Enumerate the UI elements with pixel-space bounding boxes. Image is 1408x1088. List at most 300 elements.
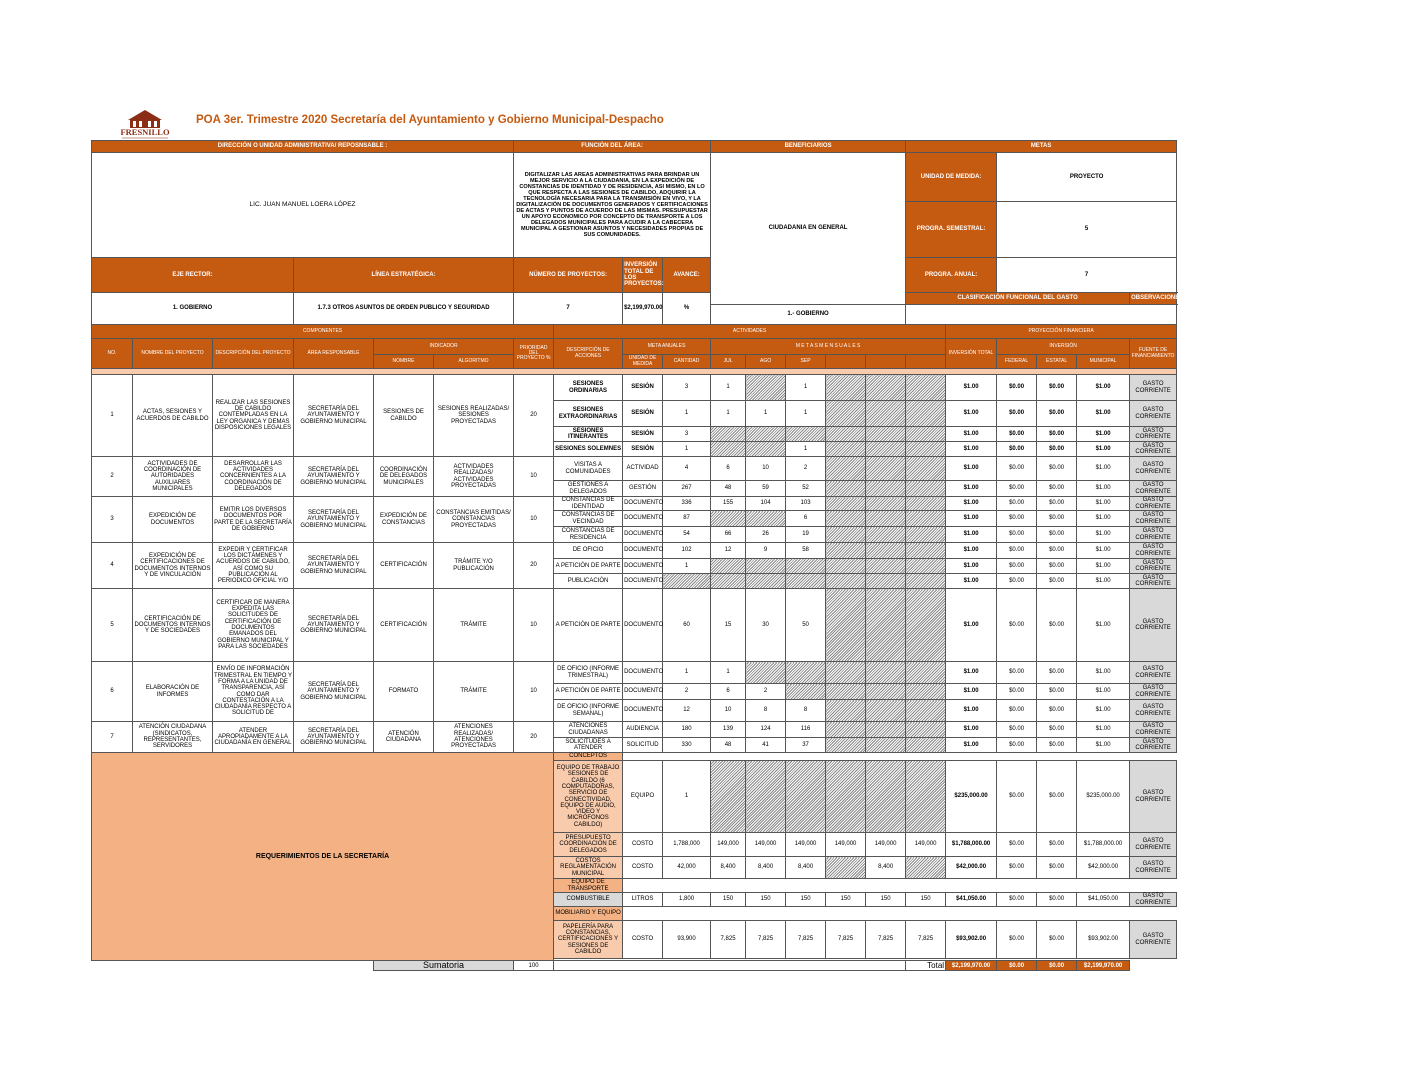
hatched-cell: [866, 527, 906, 543]
action-desc: SESIONES ORDINARIAS: [554, 375, 623, 401]
action-est: $0.00: [1037, 684, 1077, 700]
action-fed: $0.00: [997, 481, 1037, 497]
action-fed: $0.00: [997, 662, 1037, 684]
hatched-cell: [746, 559, 786, 574]
action-mun: $1.00: [1077, 527, 1130, 543]
req-fuente: GASTO CORRIENTE: [1130, 761, 1177, 833]
req-mun: $41,050.00: [1077, 893, 1130, 907]
action-unit: DOCUMENTO: [623, 574, 663, 589]
action-mun: $1.00: [1077, 481, 1130, 497]
req-month: 150: [786, 893, 826, 907]
federal-header: FEDERAL: [997, 355, 1037, 369]
action-jul: 6: [711, 684, 746, 700]
action-desc: VISITAS A COMUNIDADES: [554, 457, 623, 481]
req-month: 8,400: [866, 857, 906, 879]
action-est: $0.00: [1037, 401, 1077, 427]
hatched-cell: [906, 543, 946, 559]
req-desc: COMBUSTIBLE: [554, 893, 623, 907]
action-est: $0.00: [1037, 427, 1077, 442]
indicator-algorithm: TRÁMITE: [434, 589, 514, 662]
action-mun: $1.00: [1077, 497, 1130, 511]
hatched-cell: [866, 722, 906, 738]
hatched-cell: [906, 527, 946, 543]
action-qty: 102: [663, 543, 711, 559]
req-month: 8,400: [711, 857, 746, 879]
req-est: $0.00: [1037, 921, 1077, 959]
project-description: EXPEDIR Y CERTIFICAR LOS DICTÁMENES Y ACUERDOS DE CABILDO, ASÍ COMO SU PUBLICACIÓN AL PERIODICO OFICIAL Y/O: [213, 543, 294, 589]
project-area: SECRETARÍA DEL AYUNTAMIENTO Y GOBIERNO MUNICIPAL: [294, 589, 374, 662]
metas-mensuales-header: M E T A S M E N S U A L E S: [711, 339, 946, 355]
action-qty: 87: [663, 511, 711, 527]
action-mun: $1.00: [1077, 574, 1130, 589]
hatched-cell: [786, 574, 826, 589]
action-fed: $0.00: [997, 527, 1037, 543]
req-month: 149,000: [711, 833, 746, 857]
action-est: $0.00: [1037, 497, 1077, 511]
hatched-cell: [786, 684, 826, 700]
req-unit: LITROS: [623, 893, 663, 907]
hatched-cell: [866, 574, 906, 589]
action-inv: $1.00: [946, 527, 997, 543]
hatched-cell: [826, 375, 866, 401]
action-fuente: GASTO CORRIENTE: [1130, 401, 1177, 427]
inversion-header: INVERSIÓN: [997, 339, 1130, 355]
action-fuente: GASTO CORRIENTE: [1130, 589, 1177, 662]
action-fuente: GASTO CORRIENTE: [1130, 662, 1177, 684]
sumatoria-label: Sumatoria: [374, 961, 514, 971]
action-desc: ATENCIONES CIUDADANAS: [554, 722, 623, 738]
req-fed: $0.00: [997, 833, 1037, 857]
action-inv: $1.00: [946, 662, 997, 684]
action-jul: 1: [711, 401, 746, 427]
action-sep: 37: [786, 738, 826, 753]
action-mun: $1.00: [1077, 700, 1130, 722]
req-est: $0.00: [1037, 857, 1077, 879]
logo-text: FRESNILLO: [120, 127, 170, 137]
action-fuente: GASTO CORRIENTE: [1130, 700, 1177, 722]
action-sep: 2: [786, 457, 826, 481]
actividades-header: ACTIVIDADES: [554, 325, 946, 339]
action-desc: SESIONES EXTRAORDINARIAS: [554, 401, 623, 427]
municipal-header: MUNICIPAL: [1077, 355, 1130, 369]
req-month: 149,000: [826, 833, 866, 857]
req-fed: $0.00: [997, 761, 1037, 833]
action-sep: 8: [786, 700, 826, 722]
blank-cell: [623, 753, 1177, 761]
action-fed: $0.00: [997, 497, 1037, 511]
action-desc: SESIONES SOLEMNES: [554, 442, 623, 457]
req-fuente: GASTO CORRIENTE: [1130, 893, 1177, 907]
req-month: 149,000: [786, 833, 826, 857]
hatched-cell: [906, 427, 946, 442]
req-inv: $93,902.00: [946, 921, 997, 959]
requerimientos-label: REQUERIMIENTOS DE LA SECRETARÍA: [92, 753, 554, 961]
action-ago: 30: [746, 589, 786, 662]
req-month: 149,000: [746, 833, 786, 857]
beneficiarios-label: BENEFICIARIOS: [711, 141, 906, 153]
hatched-cell: [866, 559, 906, 574]
req-mun: $93,902.00: [1077, 921, 1130, 959]
hatched-cell: [786, 761, 826, 833]
action-qty: 267: [663, 481, 711, 497]
action-qty: 1: [663, 662, 711, 684]
table-row: [92, 753, 1177, 761]
mobiliario-label: MOBILIARIO Y EQUIPO: [554, 907, 623, 921]
action-ago: 59: [746, 481, 786, 497]
metas-label: METAS: [906, 141, 1177, 153]
table-row: [92, 662, 1177, 684]
hatched-cell: [866, 457, 906, 481]
clasif: 1.- GOBIERNO: [711, 305, 906, 325]
action-mun: $1.00: [1077, 559, 1130, 574]
project-name: ATENCIÓN CIUDADANA (SINDICATOS, REPRESENTANTES, SERVIDORES: [133, 722, 213, 753]
hatched-cell: [906, 761, 946, 833]
hatched-cell: [866, 481, 906, 497]
req-month: 7,825: [786, 921, 826, 959]
hatched-cell: [746, 574, 786, 589]
hatched-cell: [711, 761, 746, 833]
action-jul: 15: [711, 589, 746, 662]
action-ago: 8: [746, 700, 786, 722]
action-jul: 155: [711, 497, 746, 511]
action-unit: SOLICITUD: [623, 738, 663, 753]
meta-anual-header: META ANUALES: [623, 339, 711, 355]
action-desc: CONSTANCIAS DE VECINDAD: [554, 511, 623, 527]
hatched-cell: [866, 427, 906, 442]
project-no: 2: [92, 457, 133, 497]
indicator-algorithm: TRÁMITE: [434, 662, 514, 722]
req-month: 7,825: [746, 921, 786, 959]
action-qty: 330: [663, 738, 711, 753]
action-mun: $1.00: [1077, 401, 1130, 427]
action-fuente: GASTO CORRIENTE: [1130, 722, 1177, 738]
project-name: CERTIFICACIÓN DE DOCUMENTOS INTERNOS Y DE SOCIEDADES: [133, 589, 213, 662]
project-area: SECRETARÍA DEL AYUNTAMIENTO Y GOBIERNO MUNICIPAL: [294, 722, 374, 753]
table-row: [92, 457, 1177, 481]
action-qty: 3: [663, 375, 711, 401]
hatched-cell: [866, 401, 906, 427]
total-inv: $2,199,970.00: [946, 961, 997, 971]
indicator-algorithm: SESIONES REALIZADAS/ SESIONES PROYECTADAS: [434, 375, 514, 457]
progra-semestral-label: PROGRA. SEMESTRAL:: [906, 202, 997, 258]
hatched-cell: [866, 738, 906, 753]
req-desc: EQUIPO DE TRABAJO SESIONES DE CABILDO (6 COMPUTADORAS, SERVICIO DE CONECTIVIDAD, EQUIPO DE AUDIO, VIDEO Y MICRÓFONOS CABILDO): [554, 761, 623, 833]
action-fed: $0.00: [997, 401, 1037, 427]
action-sep: 103: [786, 497, 826, 511]
action-unit: ACTIVIDAD: [623, 457, 663, 481]
action-unit: SESIÓN: [623, 401, 663, 427]
blank-cell: [554, 961, 906, 971]
req-month: 7,825: [711, 921, 746, 959]
action-fuente: GASTO CORRIENTE: [1130, 738, 1177, 753]
action-fuente: GASTO CORRIENTE: [1130, 442, 1177, 457]
action-sep: 6: [786, 511, 826, 527]
action-inv: $1.00: [946, 543, 997, 559]
action-desc: A PETICIÓN DE PARTE: [554, 559, 623, 574]
req-inv: $1,788,000.00: [946, 833, 997, 857]
hatched-cell: [906, 684, 946, 700]
req-month: 8,400: [786, 857, 826, 879]
action-inv: $1.00: [946, 684, 997, 700]
project-name: EXPEDICIÓN DE CERTIFICACIONES DE DOCUMENTOS INTERNOS Y DE VINCULACIÓN: [133, 543, 213, 589]
action-ago: 124: [746, 722, 786, 738]
action-qty: 336: [663, 497, 711, 511]
ago-header: AGO: [746, 355, 786, 369]
action-est: $0.00: [1037, 589, 1077, 662]
hatched-cell: [826, 543, 866, 559]
action-est: $0.00: [1037, 442, 1077, 457]
total-label: Total: [906, 961, 946, 971]
hatched-cell: [906, 857, 946, 879]
action-sep: 58: [786, 543, 826, 559]
action-sep: 1: [786, 442, 826, 457]
hatched-cell: [826, 722, 866, 738]
no-header: NO.: [92, 339, 133, 369]
action-inv: $1.00: [946, 722, 997, 738]
req-desc: COSTOS REGLAMENTACIÓN MUNICIPAL: [554, 857, 623, 879]
hatched-cell: [826, 481, 866, 497]
hatched-cell: [906, 700, 946, 722]
action-unit: SESIÓN: [623, 427, 663, 442]
direccion-label: DIRECCIÓN O UNIDAD ADMINISTRATIVA/ REPOSNSABLE :: [92, 141, 514, 153]
action-desc: DE OFICIO (INFORME TRIMESTRAL): [554, 662, 623, 684]
beneficiarios: CIUDADANIA EN GENERAL: [711, 153, 906, 305]
clasif-label: CLASIFICACIÓN FUNCIONAL DEL GASTO: [906, 293, 1130, 305]
action-jul: 6: [711, 457, 746, 481]
project-description: EMITIR LOS DIVERSOS DOCUMENTOS POR PARTE DE LA SECRETARÍA DE GOBIERNO: [213, 497, 294, 543]
indicator-name: CERTIFICACIÓN: [374, 543, 434, 589]
hatched-cell: [866, 375, 906, 401]
action-fed: $0.00: [997, 589, 1037, 662]
hatched-cell: [826, 427, 866, 442]
action-jul: 48: [711, 481, 746, 497]
action-unit: DOCUMENTO: [623, 527, 663, 543]
action-fuente: GASTO CORRIENTE: [1130, 559, 1177, 574]
hatched-cell: [711, 559, 746, 574]
blank-cell: [623, 907, 1177, 921]
hatched-cell: [906, 662, 946, 684]
hatched-cell: [826, 401, 866, 427]
project-no: 3: [92, 497, 133, 543]
unidad-medida: PROYECTO: [997, 153, 1177, 202]
action-desc: SESIONES ITINERANTES: [554, 427, 623, 442]
action-est: $0.00: [1037, 662, 1077, 684]
total-mun: $2,199,970.00: [1077, 961, 1130, 971]
transporte-label: EQUIPO DE TRANSPORTE: [554, 879, 623, 893]
req-month: 150: [711, 893, 746, 907]
req-month: 8,400: [746, 857, 786, 879]
hatched-cell: [711, 511, 746, 527]
project-area: SECRETARÍA DEL AYUNTAMIENTO Y GOBIERNO MUNICIPAL: [294, 457, 374, 497]
algoritmo-header: ALGORITMO: [434, 355, 514, 369]
action-fed: $0.00: [997, 375, 1037, 401]
req-mun: $42,000.00: [1077, 857, 1130, 879]
indicator-algorithm: CONSTANCIAS EMITIDAS/ CONSTANCIAS PROYECTADAS: [434, 497, 514, 543]
action-est: $0.00: [1037, 375, 1077, 401]
table-row: [92, 589, 1177, 662]
project-description: CERTIFICAR DE MANERA EXPEDITA LAS SOLICITUDES DE CERTIFICACIÓN DE DOCUMENTOS EMANADOS DEL GOBIERNO MUNICIPAL Y PARA LAS SOCIEDADES: [213, 589, 294, 662]
total-est: $0.00: [1037, 961, 1077, 971]
hatched-cell: [826, 684, 866, 700]
project-priority: 10: [514, 589, 554, 662]
action-qty: 54: [663, 527, 711, 543]
hatched-cell: [866, 589, 906, 662]
hatched-cell: [826, 857, 866, 879]
poa-table: [91, 140, 1184, 971]
hatched-cell: [866, 700, 906, 722]
descripcion-header: DESCRIPCIÓN DEL PROYECTO: [213, 339, 294, 369]
hatched-cell: [826, 497, 866, 511]
action-fed: $0.00: [997, 684, 1037, 700]
req-desc: PRESUPUESTO COORDINACIÓN DE DELEGADOS: [554, 833, 623, 857]
hatched-cell: [746, 442, 786, 457]
action-ago: 26: [746, 527, 786, 543]
project-priority: 10: [514, 457, 554, 497]
action-desc: DE OFICIO (INFORME SEMANAL): [554, 700, 623, 722]
action-fuente: GASTO CORRIENTE: [1130, 497, 1177, 511]
hatched-cell: [826, 559, 866, 574]
action-ago: 104: [746, 497, 786, 511]
indicator-name: ATENCIÓN CIUDADANA: [374, 722, 434, 753]
action-ago: 1: [746, 401, 786, 427]
fuente-header: FUENTE DE FINANCIAMIENTO: [1130, 339, 1177, 369]
project-name: ACTIVIDADES DE COORDINACIÓN DE AUTORIDADES AUXILIARES MUNICIPALES: [133, 457, 213, 497]
eje-label: EJE RECTOR:: [92, 258, 294, 293]
project-description: DESARROLLAR LAS ACTIVIDADES CONCERNIENTES A LA COORDINACIÓN DE DELEGADOS: [213, 457, 294, 497]
action-jul: 48: [711, 738, 746, 753]
hatched-cell: [906, 497, 946, 511]
hatched-cell: [906, 457, 946, 481]
area-header: ÁREA RESPONSABLE: [294, 339, 374, 369]
req-month: 7,825: [826, 921, 866, 959]
action-ago: 2: [746, 684, 786, 700]
action-sep: 52: [786, 481, 826, 497]
action-fuente: GASTO CORRIENTE: [1130, 511, 1177, 527]
indicator-name: FORMATO: [374, 662, 434, 722]
action-sep: 1: [786, 375, 826, 401]
action-inv: $1.00: [946, 700, 997, 722]
req-month: 150: [826, 893, 866, 907]
action-unit: DOCUMENTO: [623, 497, 663, 511]
action-mun: $1.00: [1077, 543, 1130, 559]
action-inv: $1.00: [946, 442, 997, 457]
project-priority: 10: [514, 662, 554, 722]
action-fuente: GASTO CORRIENTE: [1130, 527, 1177, 543]
action-qty: 1: [663, 401, 711, 427]
progra-anual-label: PROGRA. ANUAL:: [906, 258, 997, 293]
hatched-cell: [826, 574, 866, 589]
action-inv: $1.00: [946, 574, 997, 589]
action-fuente: GASTO CORRIENTE: [1130, 684, 1177, 700]
hatched-cell: [826, 457, 866, 481]
action-sep: 19: [786, 527, 826, 543]
funcion-text: DIGITALIZAR LAS AREAS ADMINISTRATIVAS PARA BRINDAR UN MEJOR SERVICIO A LA CIUDADANIA, EN LA EXPEDICIÓN DE CONSTANCIAS DE IDENTIDAD Y DE RESIDENCIA, ASI MISMO, EN LO QUE RESPECTA A LAS SESIONES DE CABILDO, ADQUIRIR LA TECNOLOGÍA NECESARIA PARA LA TRANSMISIÓN EN VIVO, Y LA DIGITALIZACIÓN DE DOCUMENTOS GENERADOS Y CERTIFICACIONES DE ACTAS Y PUNTOS DE ACUERDO DE LAS MISMAS. PRESUPUESTAR UN APOYO ECONOMICO POR CONCEPTO DE TRANSPORTE A LOS DELEGADOS MUNICIPALES PARA ACUDIR A LA CABECERA MUNICIPAL A GESTIONAR ASUNTOS Y NECESIDADES PROPIAS DE SUS COMUNIDADES.: [514, 153, 711, 258]
action-fuente: GASTO CORRIENTE: [1130, 457, 1177, 481]
sep-header: SEP: [786, 355, 826, 369]
req-unit: COSTO: [623, 921, 663, 959]
progra-anual: 7: [997, 258, 1177, 293]
action-fed: $0.00: [997, 511, 1037, 527]
action-desc: GESTIONES A DELEGADOS: [554, 481, 623, 497]
hatched-cell: [826, 589, 866, 662]
desc-acciones-header: DESCRIPCIÓN DE ACCIONES: [554, 339, 623, 369]
req-fed: $0.00: [997, 921, 1037, 959]
project-priority: 20: [514, 375, 554, 457]
hatched-cell: [826, 662, 866, 684]
action-jul: 1: [711, 375, 746, 401]
action-mun: $1.00: [1077, 375, 1130, 401]
req-est: $0.00: [1037, 893, 1077, 907]
action-mun: $1.00: [1077, 684, 1130, 700]
project-name: EXPEDICIÓN DE DOCUMENTOS: [133, 497, 213, 543]
hatched-cell: [866, 442, 906, 457]
req-fed: $0.00: [997, 893, 1037, 907]
avance: %: [663, 293, 711, 325]
action-unit: DOCUMENTO: [623, 662, 663, 684]
action-qty: 4: [663, 457, 711, 481]
fresnillo-logo: [116, 106, 174, 142]
hatched-cell: [826, 700, 866, 722]
req-unit: COSTO: [623, 833, 663, 857]
req-month: 150: [746, 893, 786, 907]
req-inv: $235,000.00: [946, 761, 997, 833]
action-inv: $1.00: [946, 589, 997, 662]
document-title: POA 3er. Trimestre 2020 Secretaría del Ayuntamiento y Gobierno Municipal-Despacho: [196, 114, 664, 126]
action-sep: 50: [786, 589, 826, 662]
action-fed: $0.00: [997, 457, 1037, 481]
indicator-algorithm: ATENCIONES REALIZADAS/ ATENCIONES PROYECTADAS: [434, 722, 514, 753]
req-qty: 1,800: [663, 893, 711, 907]
sumatoria-value: 100: [514, 961, 554, 971]
hatched-cell: [711, 442, 746, 457]
hatched-cell: [786, 559, 826, 574]
month-4-header: [826, 355, 866, 369]
indicator-algorithm: ACTIVIDADES REALIZADAS/ ACTIVIDADES PROYECTADAS: [434, 457, 514, 497]
hatched-cell: [746, 662, 786, 684]
action-est: $0.00: [1037, 457, 1077, 481]
jul-header: JUL: [711, 355, 746, 369]
action-qty: 1: [663, 442, 711, 457]
action-unit: DOCUMENTO: [623, 543, 663, 559]
req-est: $0.00: [1037, 761, 1077, 833]
req-est: $0.00: [1037, 833, 1077, 857]
action-desc: DE OFICIO: [554, 543, 623, 559]
action-fuente: GASTO CORRIENTE: [1130, 543, 1177, 559]
action-mun: $1.00: [1077, 722, 1130, 738]
inversion-total: $2,199,970.00: [623, 293, 663, 325]
action-qty: 3: [663, 427, 711, 442]
req-qty: 93,900: [663, 921, 711, 959]
req-qty: 42,000: [663, 857, 711, 879]
action-jul: 10: [711, 700, 746, 722]
proyeccion-header: PROYECCIÓN FINANCIERA: [946, 325, 1177, 339]
unidad-medida-label: UNIDAD DE MEDIDA:: [906, 153, 997, 202]
hatched-cell: [786, 662, 826, 684]
req-month: 150: [866, 893, 906, 907]
hatched-cell: [866, 684, 906, 700]
hatched-cell: [906, 511, 946, 527]
hatched-cell: [906, 574, 946, 589]
hatched-cell: [711, 427, 746, 442]
totals-row: [92, 961, 1177, 971]
action-est: $0.00: [1037, 700, 1077, 722]
action-sep: 116: [786, 722, 826, 738]
hatched-cell: [906, 481, 946, 497]
action-fed: $0.00: [997, 559, 1037, 574]
project-no: 6: [92, 662, 133, 722]
req-qty: 1: [663, 761, 711, 833]
hatched-cell: [866, 662, 906, 684]
